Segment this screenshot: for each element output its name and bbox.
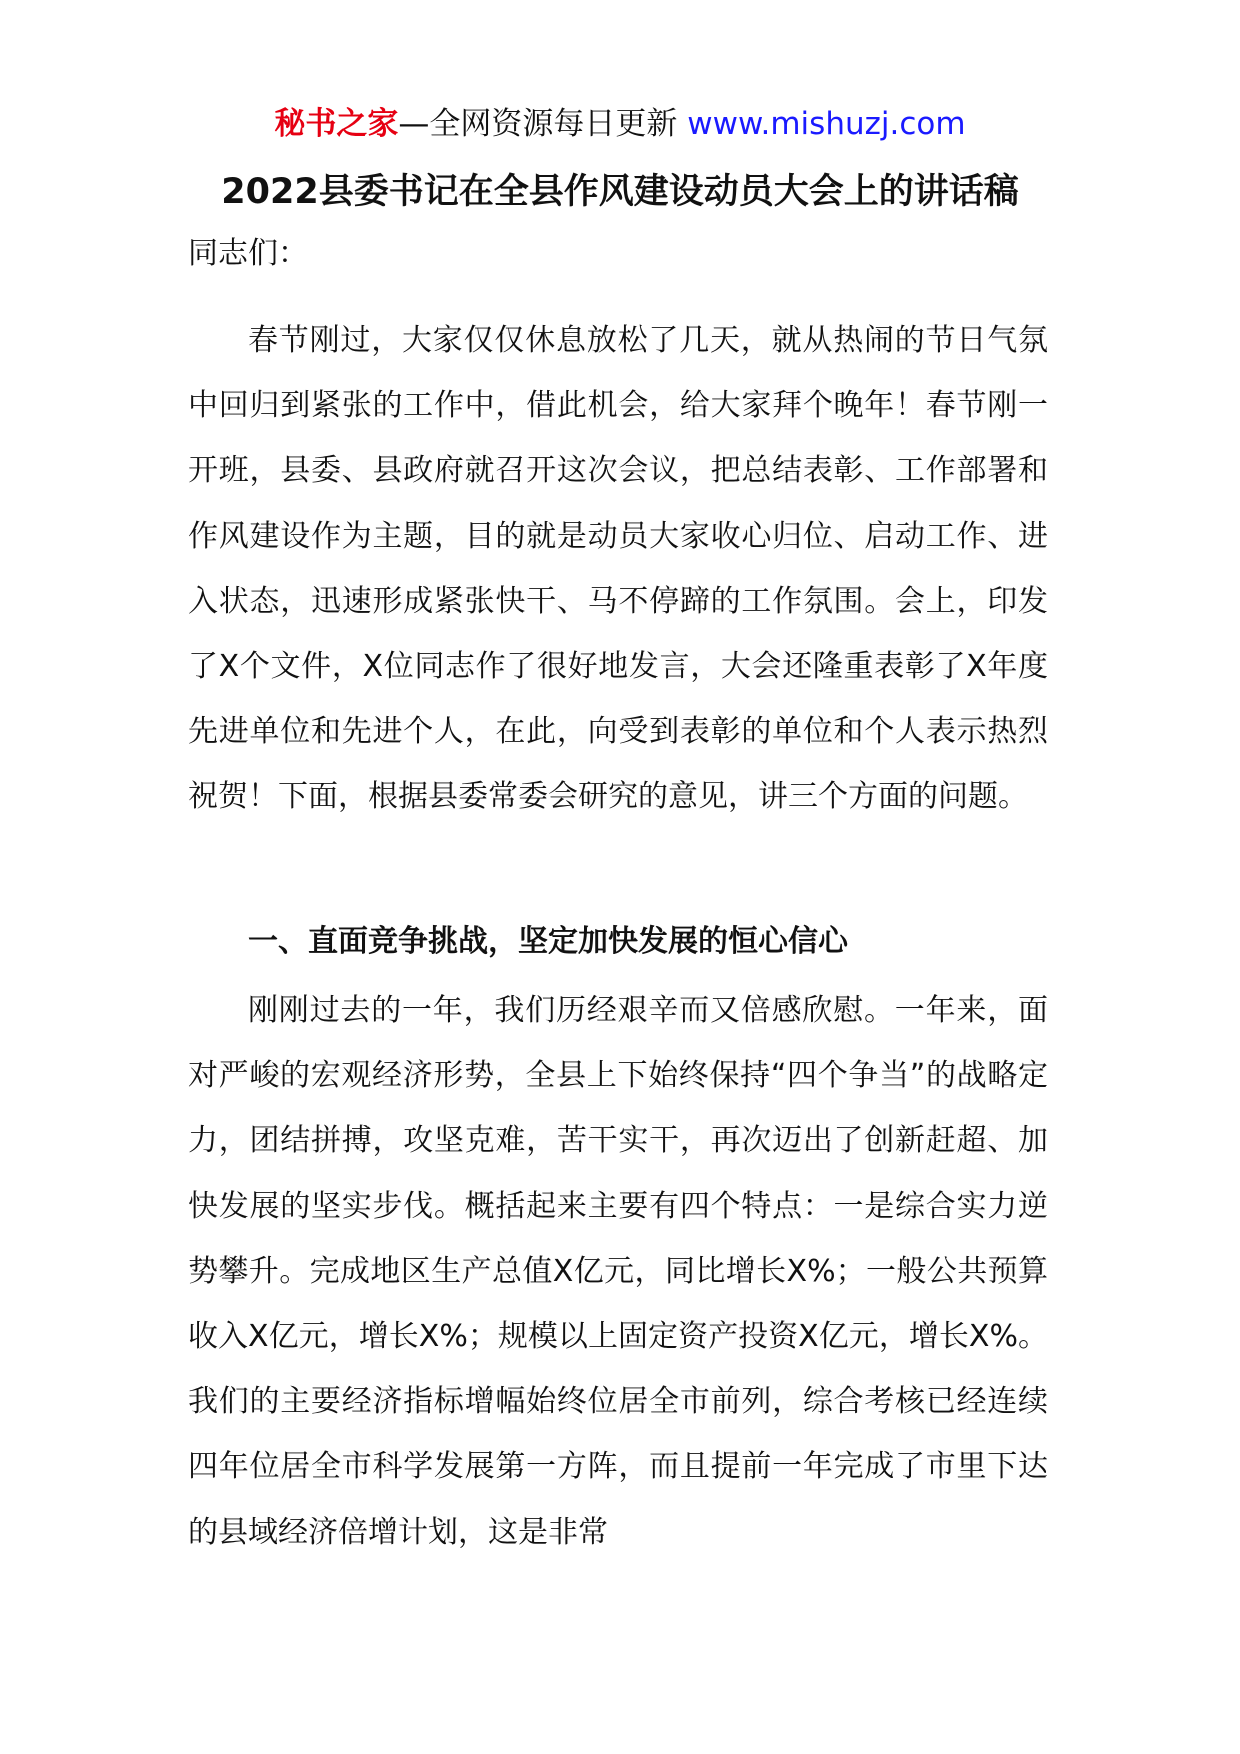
document-title: 2022县委书记在全县作风建设动员大会上的讲话稿	[221, 172, 1019, 212]
site-url-link[interactable]: www.mishuzj.com	[687, 106, 966, 142]
site-header	[0, 104, 1240, 144]
paragraph-section-1: 刚刚过去的一年，我们历经艰辛而又倍感欣慰。一年来，面对严峻的宏观经济形势，全县上下始终保持“四个争当”的战略定力，团结拼搏，攻坚克难，苦干实干，再次迈出了创新赶超、加快发展的坚实步伐。概括起来主要有四个特点：一是综合实力逆势攀升。完成地区生产总值X亿元，同比增长X%；一般公共预算收入X亿元，增长X%；规模以上固定资产投资X亿元，增长X%。我们的主要经济指标增幅始终位居全市前列，综合考核已经连续四年位居全市科学发展第一方阵，而且提前一年完成了市里下达的县域经济倍增计划，这是非常	[188, 993, 1048, 1550]
greeting: 同志们：	[188, 236, 308, 271]
site-slogan: —全网资源每日更新	[398, 106, 678, 142]
section-heading-1: 一、直面竞争挑战，坚定加快发展的恒心信心	[248, 924, 848, 959]
site-brand: 秘书之家	[274, 106, 399, 142]
paragraph-intro: 春节刚过，大家仅仅休息放松了几天，就从热闹的节日气氛中回归到紧张的工作中，借此机会，给大家拜个晚年！春节刚一开班，县委、县政府就召开这次会议，把总结表彰、工作部署和作风建设作为主题，目的就是动员大家收心归位、启动工作、进入状态，迅速形成紧张快干、马不停蹄的工作氛围。会上，印发了X个文件，X位同志作了很好地发言，大会还隆重表彰了X年度先进单位和先进个人，在此，向受到表彰的单位和个人表示热烈祝贺！下面，根据县委常委会研究的意见，讲三个方面的问题。	[188, 323, 1048, 815]
